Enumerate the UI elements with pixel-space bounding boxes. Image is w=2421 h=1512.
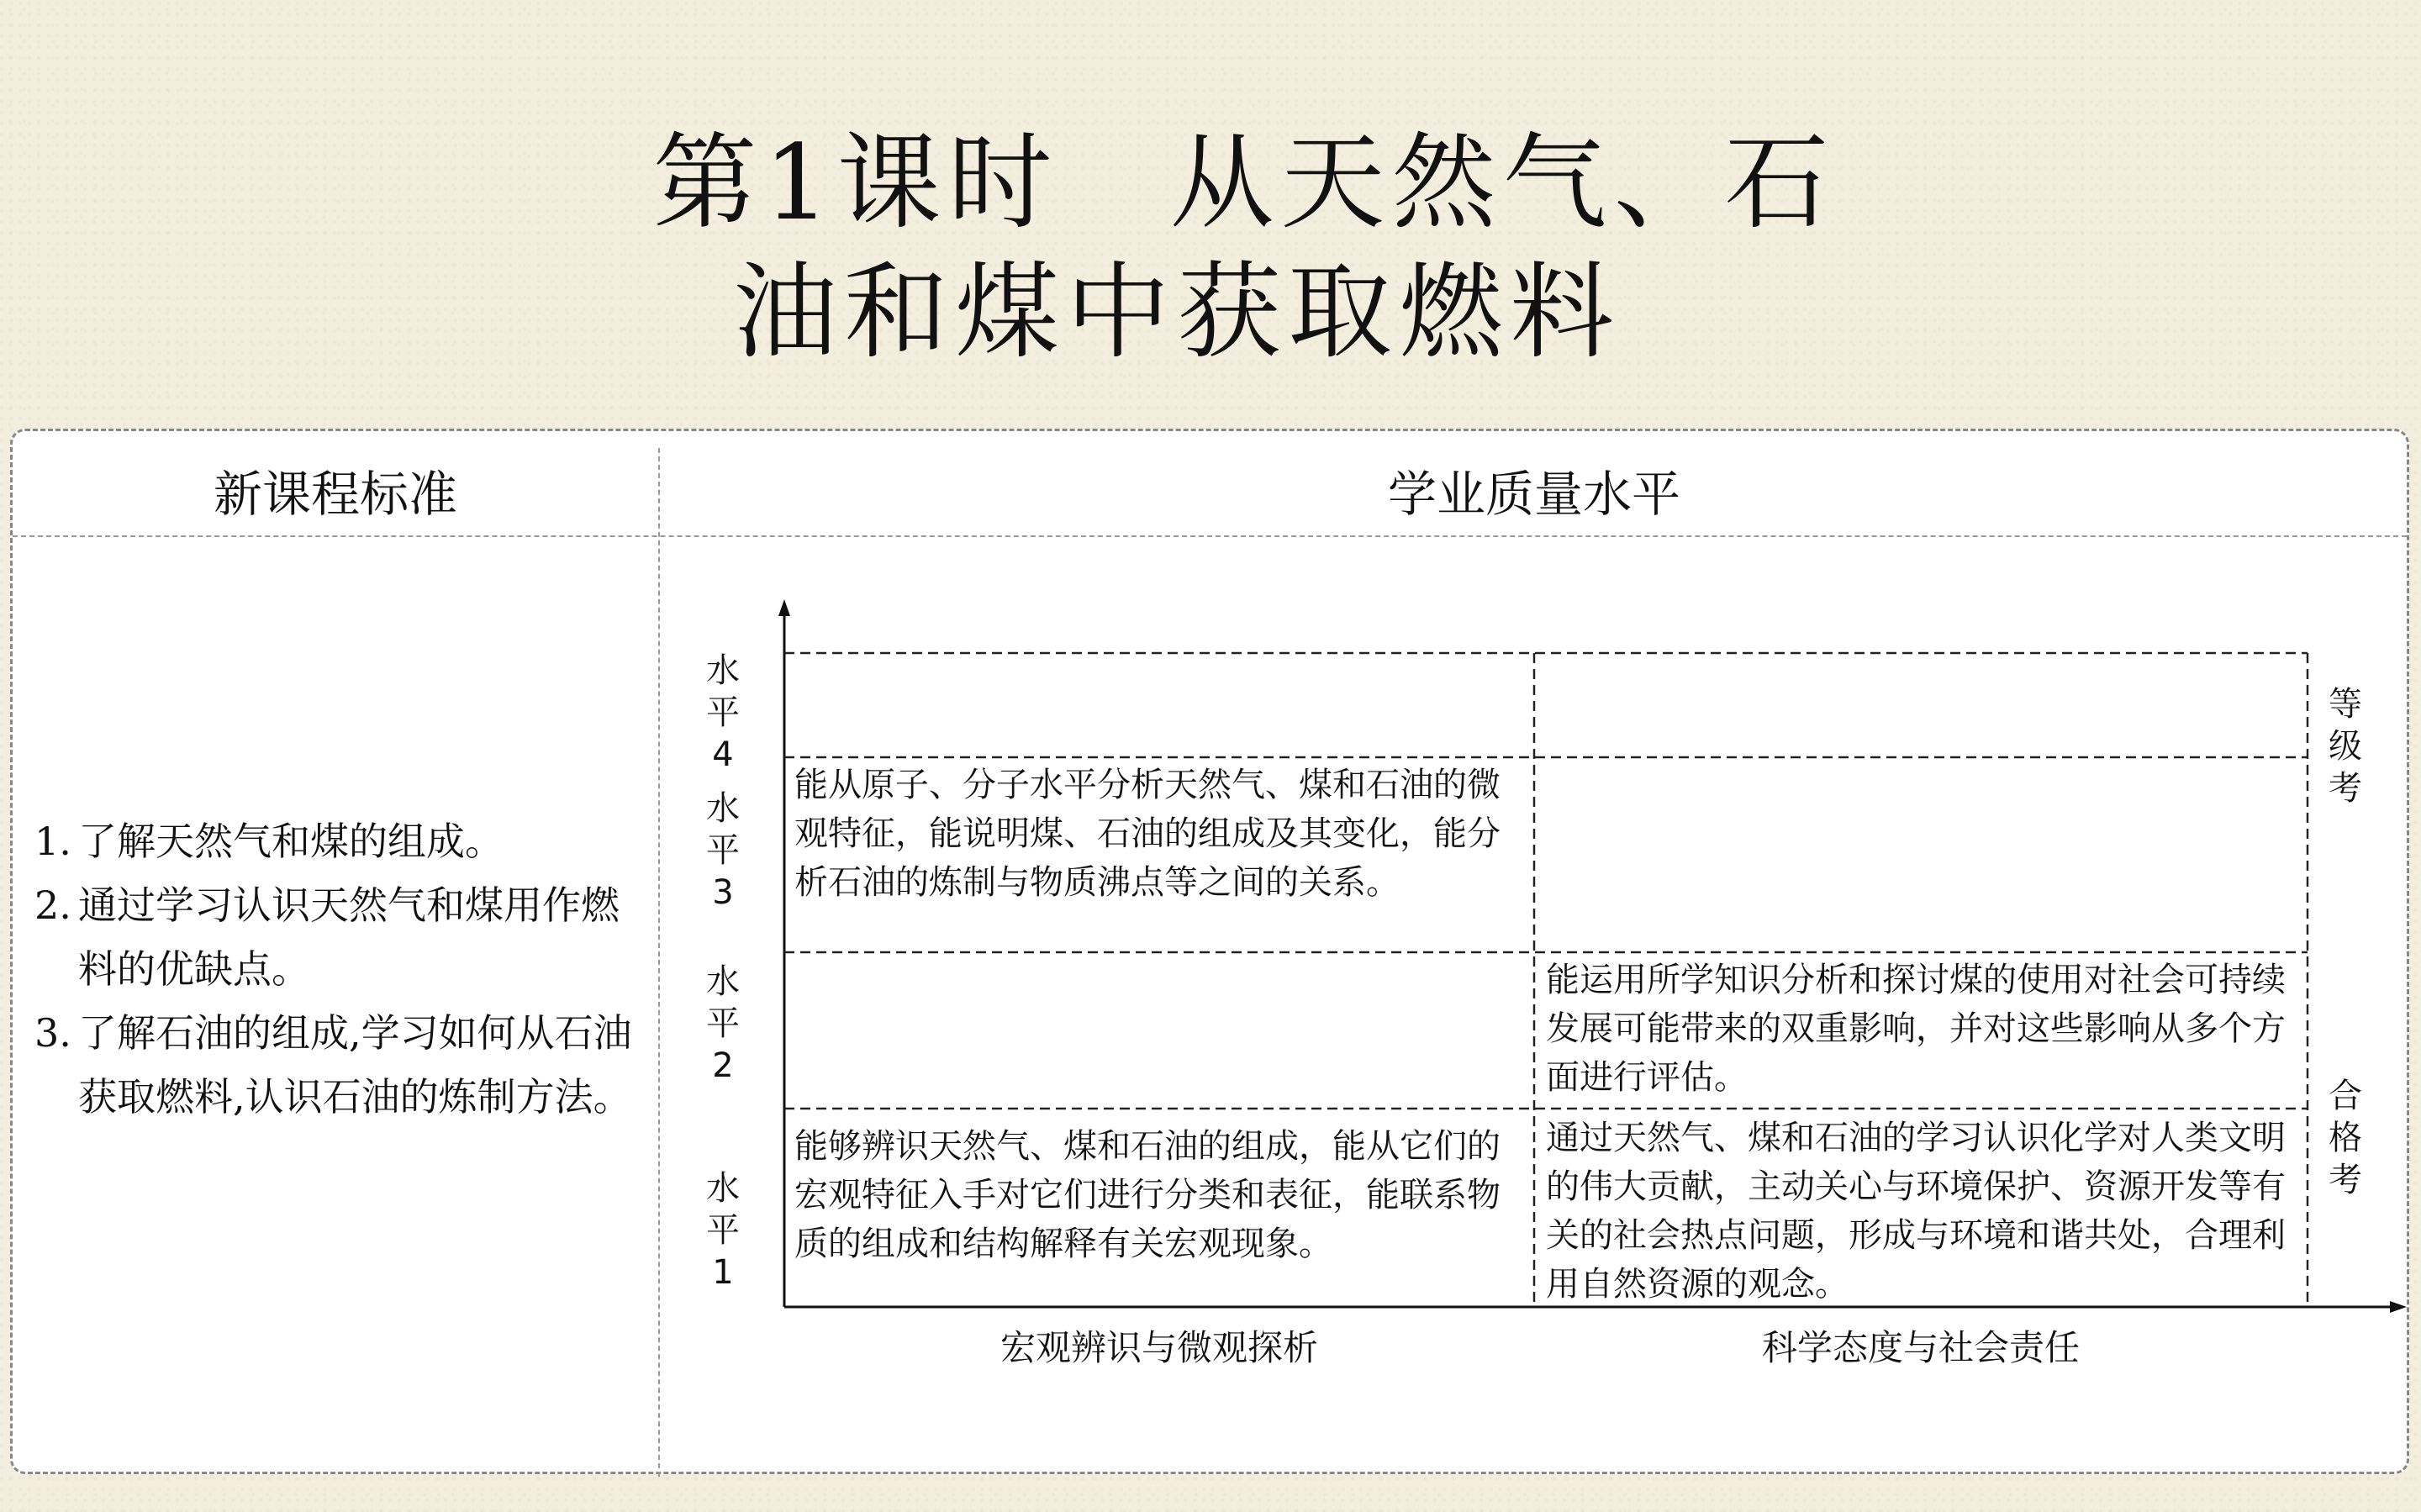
header-divider (13, 535, 2407, 537)
level-2-label: 水 平 2 (706, 962, 740, 1085)
x-label-attitude-responsibility: 科学态度与社会责任 (1761, 1327, 2080, 1368)
academic-quality-level-header: 学业质量水平 (1387, 466, 1680, 523)
grade-exam-label: 等 级 考 (2329, 685, 2362, 808)
standard-item-1 (34, 809, 657, 873)
level1-macro-micro-text: 能够辨识天然气、煤和石油的组成，能从它们的宏观特征入手对它们进行分类和表征，能联系物质的组成和结构解释有关宏观现象。 (794, 1127, 1501, 1263)
standard-number: 2. (34, 882, 71, 928)
pass-exam-label: 合 格 考 (2329, 1077, 2362, 1199)
x-axis-arrow (2390, 1301, 2407, 1313)
level1-attitude-responsibility-text: 通过天然气、煤和石油的学习认识化学对人类文明的伟大贡献，主动关心与环境保护、资源开发等有关的社会热点问题，形成与环境和谐共处，合理利用自然资源的观念。 (1546, 1119, 2286, 1304)
standard-number: 1. (34, 819, 71, 864)
standard-text: 通过学习认识天然气和煤用作燃料的优缺点。 (78, 882, 620, 992)
x-label-macro-micro: 宏观辨识与微观探析 (1000, 1327, 1318, 1368)
lesson-title-line2: 油和煤中获取燃料 (732, 252, 1621, 373)
level3-macro-micro-text: 能从原子、分子水平分析天然气、煤和石油的微观特征，能说明煤、石油的组成及其变化，能分析石油的炼制与物质沸点等之间的关系。 (794, 766, 1501, 902)
standard-number: 3. (34, 1010, 71, 1056)
level-4-label: 水 平 4 (706, 651, 740, 774)
level-3-label: 水 平 3 (706, 789, 740, 912)
standards-list (34, 809, 657, 1129)
standard-text: 了解石油的组成,学习如何从石油获取燃料,认识石油的炼制方法。 (78, 1010, 632, 1120)
standard-item-3 (34, 1001, 657, 1129)
lesson-title-line1: 第1课时 从天然气、石 (652, 123, 1836, 244)
level2-attitude-responsibility-text: 能运用所学知识分析和探讨煤的使用对社会可持续发展可能带来的双重影响，并对这些影响从多个方面进行评估。 (1546, 961, 2286, 1097)
level-1-label: 水 平 1 (706, 1169, 740, 1292)
y-axis-arrow (778, 599, 790, 616)
quality-level-diagram (660, 599, 2408, 1368)
standard-item-2 (34, 873, 657, 1001)
content-panel (10, 429, 2409, 1474)
standard-text: 了解天然气和煤的组成。 (78, 819, 504, 864)
new-curriculum-standard-header: 新课程标准 (213, 466, 457, 523)
